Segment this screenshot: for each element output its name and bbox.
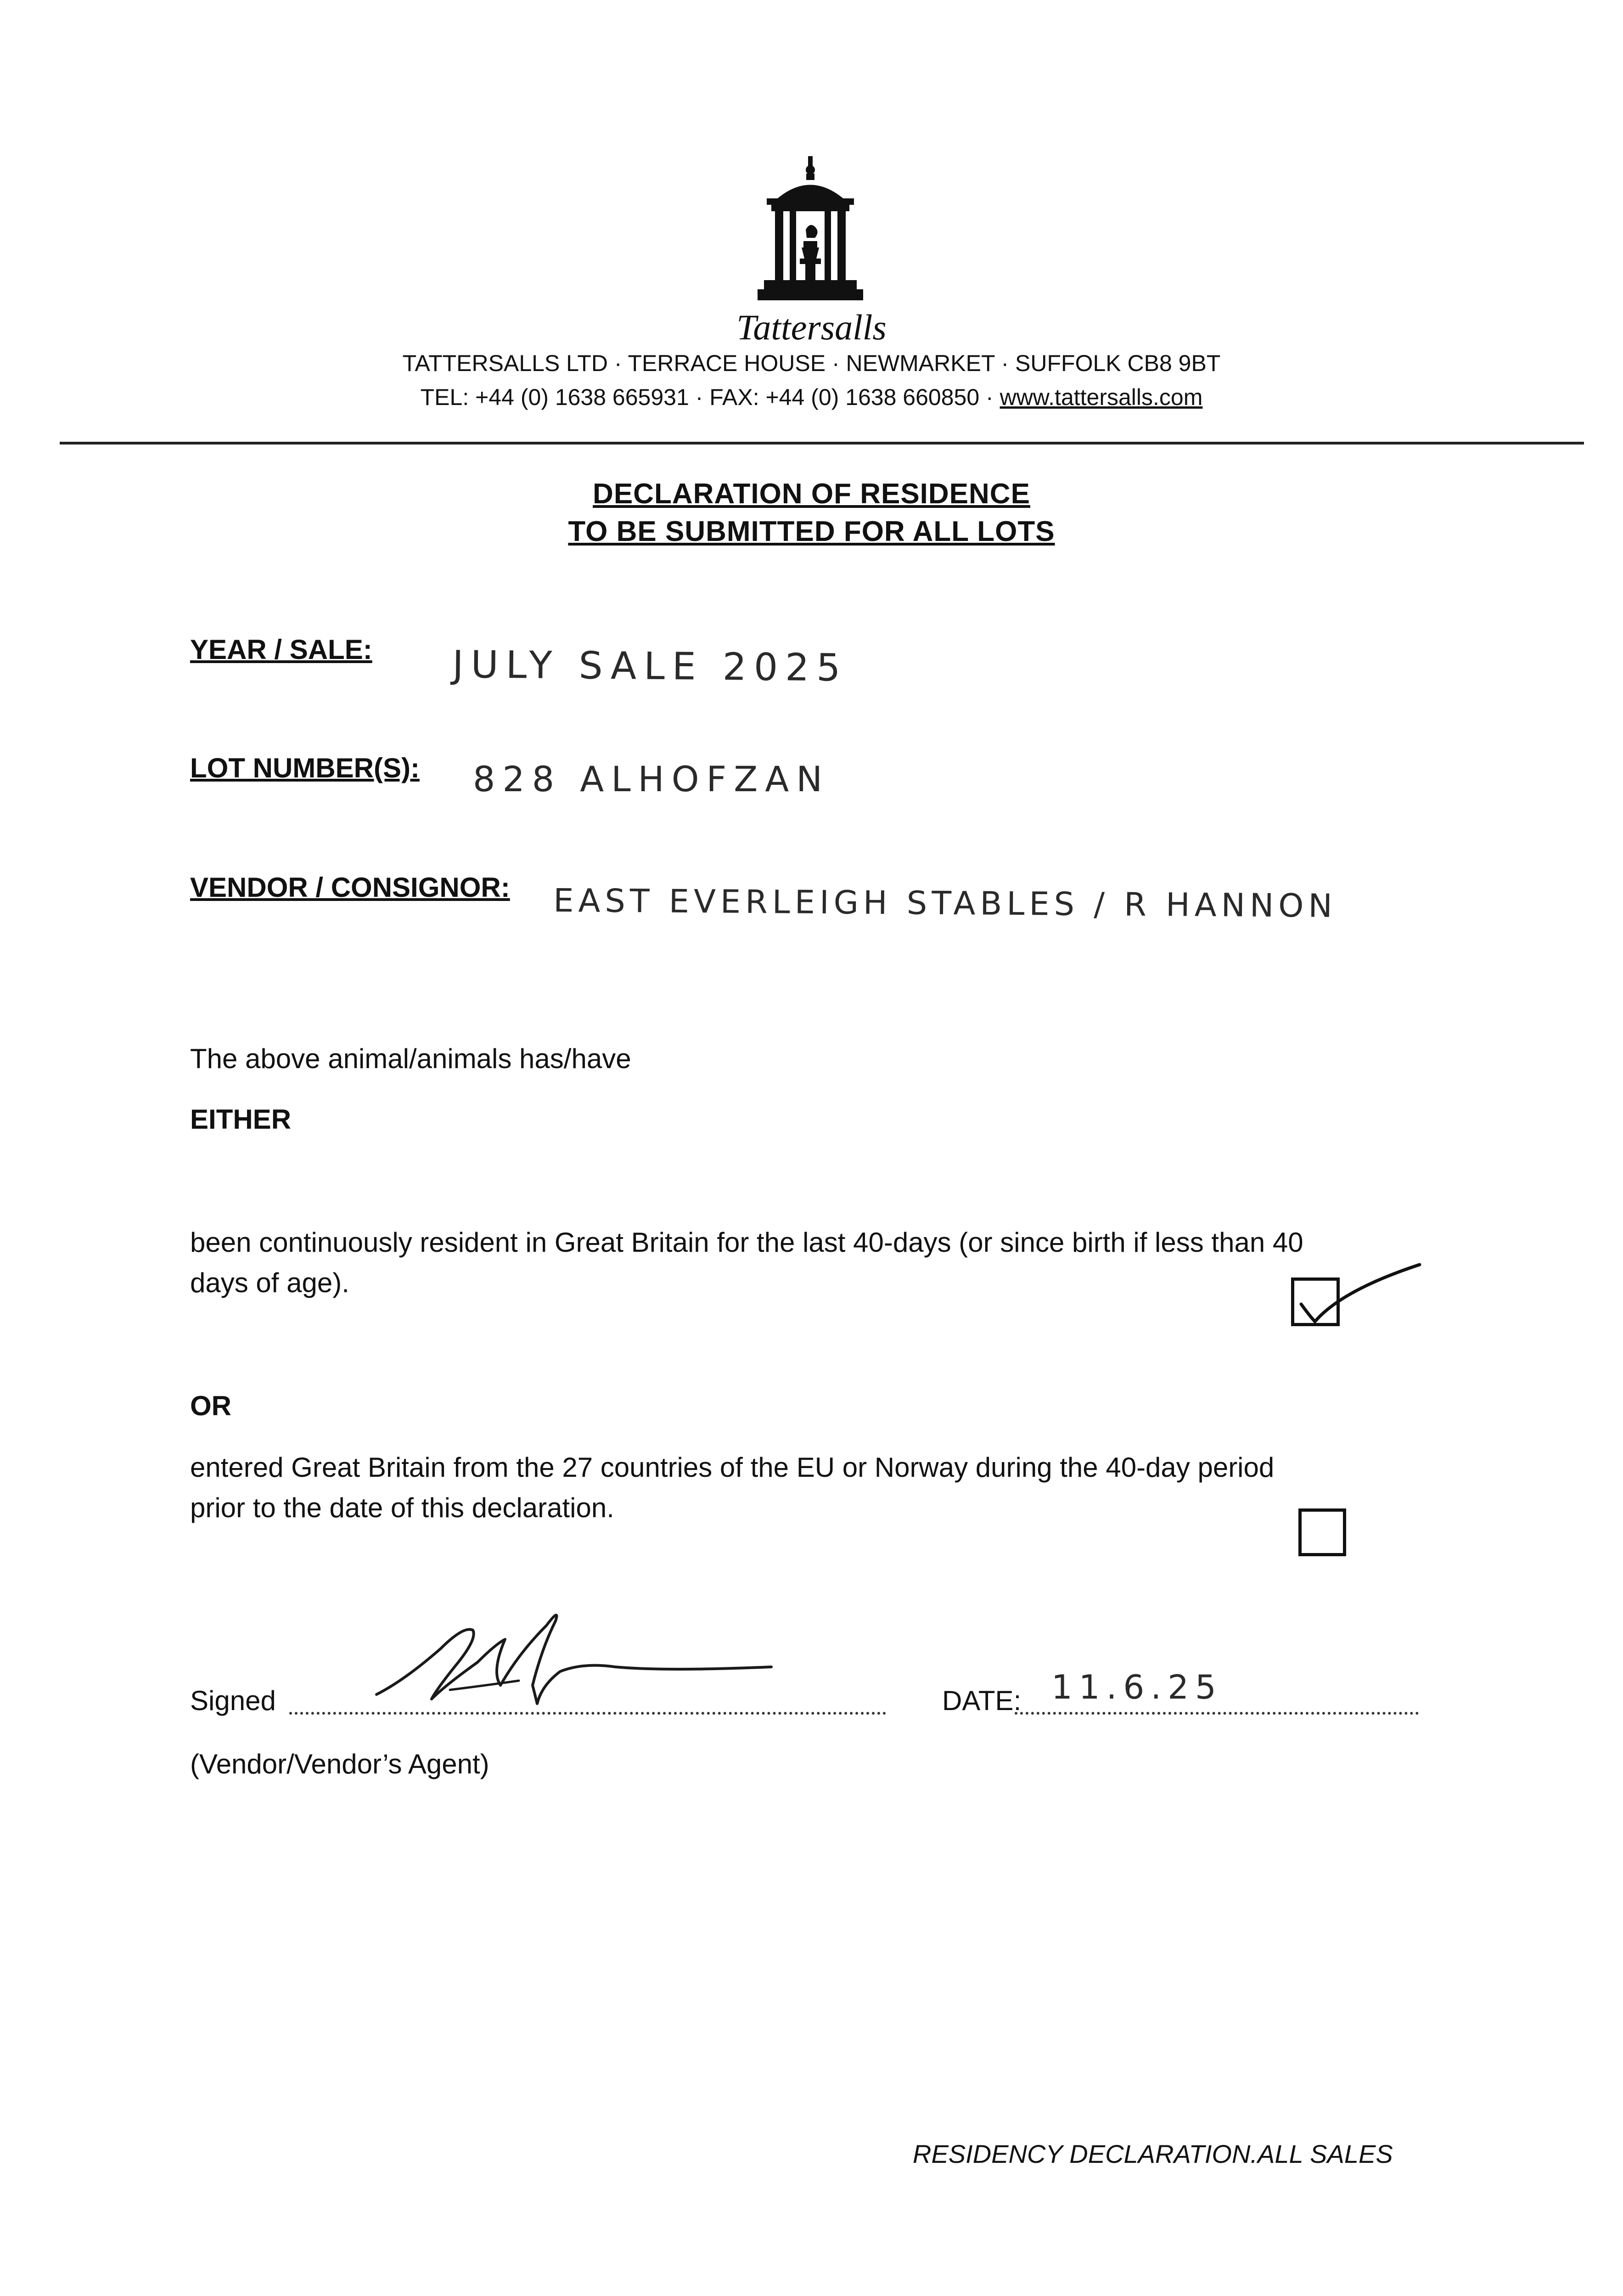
option2-checkbox[interactable] xyxy=(1298,1508,1346,1556)
year-sale-value[interactable]: JULY SALE 2025 xyxy=(452,643,848,690)
lot-numbers-label: LOT NUMBER(S): xyxy=(190,753,420,783)
option2-line2: prior to the date of this declaration. xyxy=(190,1492,614,1523)
document-title: DECLARATION OF RESIDENCE xyxy=(593,478,1030,510)
brand-wordmark: Tattersalls xyxy=(736,307,887,347)
document-subtitle: TO BE SUBMITTED FOR ALL LOTS xyxy=(568,516,1055,547)
year-sale-label: YEAR / SALE: xyxy=(190,634,372,665)
option2-line1: entered Great Britain from the 27 countries of the EU or Norway during the 40-day period xyxy=(190,1452,1275,1483)
option1-line2: days of age). xyxy=(190,1267,349,1298)
date-line xyxy=(1015,1712,1419,1715)
signed-label: Signed xyxy=(190,1685,276,1716)
option1-line1: been continuously resident in Great Britain for the last 40-days (or since birth if less than 40 xyxy=(190,1227,1303,1258)
document-reference: RESIDENCY DECLARATION.ALL SALES xyxy=(913,2139,1393,2168)
website-link[interactable]: www.tattersalls.com xyxy=(1000,384,1203,410)
vendor-consignor-value[interactable]: EAST EVERLEIGH STABLES / R HANNON xyxy=(553,882,1337,925)
or-label: OR xyxy=(190,1390,231,1421)
contact-line xyxy=(0,384,1623,411)
signature-scribble[interactable] xyxy=(367,1593,790,1722)
lot-numbers-value[interactable]: 828 ALHOFZAN xyxy=(473,759,830,799)
either-label: EITHER xyxy=(190,1104,292,1135)
checkmark-icon xyxy=(1291,1258,1429,1332)
intro-text: The above animal/animals has/have xyxy=(190,1043,631,1074)
header-divider xyxy=(60,442,1584,445)
date-value[interactable]: 11.6.25 xyxy=(1051,1668,1223,1706)
phone-fax: TEL: +44 (0) 1638 665931 · FAX: +44 (0) 1638 660850 · xyxy=(420,384,1000,410)
vendor-consignor-label: VENDOR / CONSIGNOR: xyxy=(190,872,510,903)
company-address: TATTERSALLS LTD · TERRACE HOUSE · NEWMARKET · SUFFOLK CB8 9BT xyxy=(402,350,1221,376)
tattersalls-rotunda-logo xyxy=(758,156,863,308)
date-label: DATE: xyxy=(942,1685,1022,1716)
vendor-agent-label: (Vendor/Vendor’s Agent) xyxy=(190,1749,489,1779)
